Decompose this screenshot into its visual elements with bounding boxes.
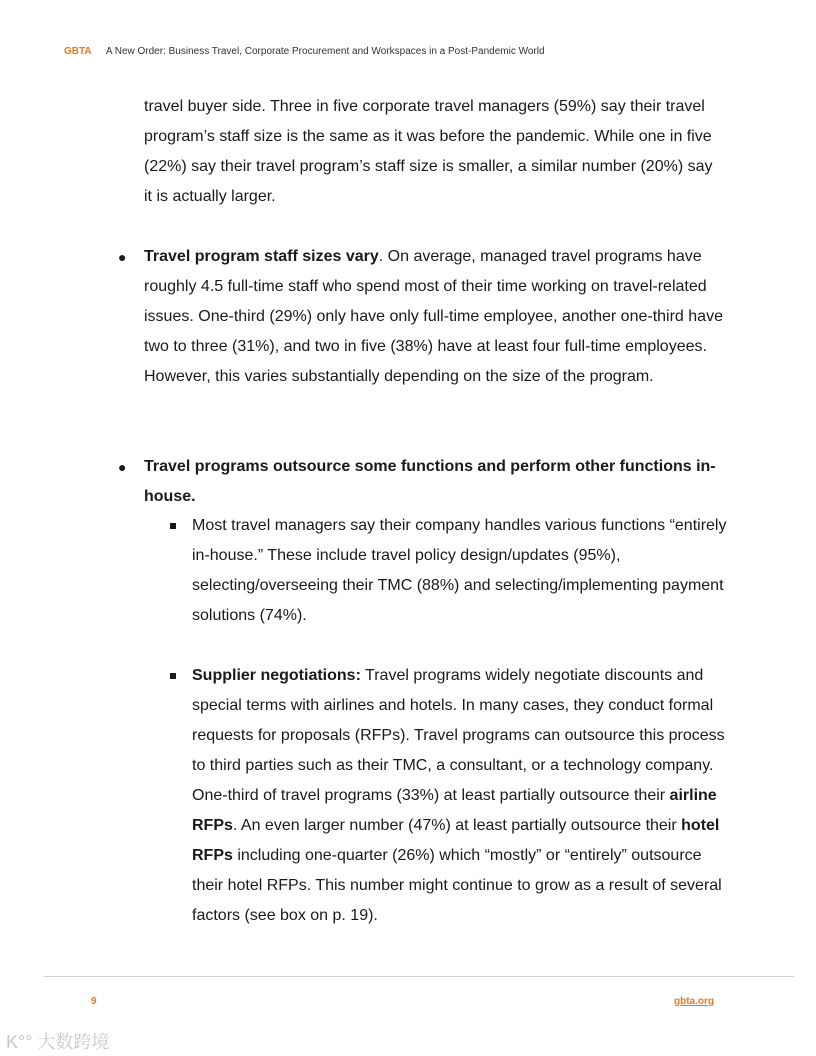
bullet-dot-icon: ● (118, 249, 127, 265)
footer-divider (44, 976, 794, 977)
emphasis-airline-rfps: airline RFPs (192, 787, 717, 834)
emphasis-hotel-rfps: hotel RFPs (192, 817, 720, 864)
bullet-heading: Travel program staff sizes vary (144, 248, 379, 265)
page-number: 9 (91, 996, 97, 1007)
document-title: A New Order: Business Travel, Corporate Procurement and Workspaces in a Post-Pandemic World (105, 46, 545, 57)
sub-bullet-text: including one-quarter (26%) which “mostly” or “entirely” outsource their hotel RFPs. This number might continue to grow as a result of several factors (see box on p. 19). (192, 847, 722, 924)
bullet-outsource-functions (118, 452, 724, 512)
bullet-heading: Travel programs outsource some functions and perform other functions in-house. (144, 458, 716, 505)
bullet-dot-icon: ● (118, 459, 127, 475)
bullet-staff-sizes (118, 242, 724, 392)
brand-logo-text: GBTA (64, 46, 92, 57)
sub-bullet-text: . An even larger number (47%) at least partially outsource their (232, 817, 682, 834)
sub-bullet-heading: Supplier negotiations: (192, 667, 361, 684)
square-bullet-icon (170, 673, 176, 679)
sub-bullet-text: Travel programs widely negotiate discounts and special terms with airlines and hotels. In many cases, they conduct formal requests for proposals (RFPs). Travel programs can outsource this process to third parties such as their TMC, a consultant, or a technology company. One-third of travel programs (33%) at least partially outsource their (192, 667, 725, 804)
sub-bullet-text: Most travel managers say their company handles various functions “entirely in-house.” These include travel policy design/updates (95%), selecting/overseeing their TMC (88%) and selecting/implementing payment solutions (74%). (192, 517, 727, 624)
sub-bullet-supplier-negotiations (192, 661, 732, 931)
square-bullet-icon (170, 523, 176, 529)
bullet-text: . On average, managed travel programs have roughly 4.5 full-time staff who spend most of their time working on travel-related issues. One-third (29%) only have only full-time employee, another one-third have two to three (31%), and two in five (38%) have at least four full-time employees. However, this varies substantially depending on the size of the program. (144, 248, 723, 385)
watermark: K°° 大数跨境 (6, 1032, 110, 1052)
running-header (64, 46, 545, 57)
sub-bullet-in-house (192, 511, 732, 631)
continued-paragraph: travel buyer side. Three in five corporate travel managers (59%) say their travel program’s staff size is the same as it was before the pandemic. While one in five (22%) say their travel program’s staff size is smaller, a similar number (20%) say it is actually larger. (144, 98, 713, 205)
website-link[interactable]: gbta.org (674, 996, 714, 1007)
